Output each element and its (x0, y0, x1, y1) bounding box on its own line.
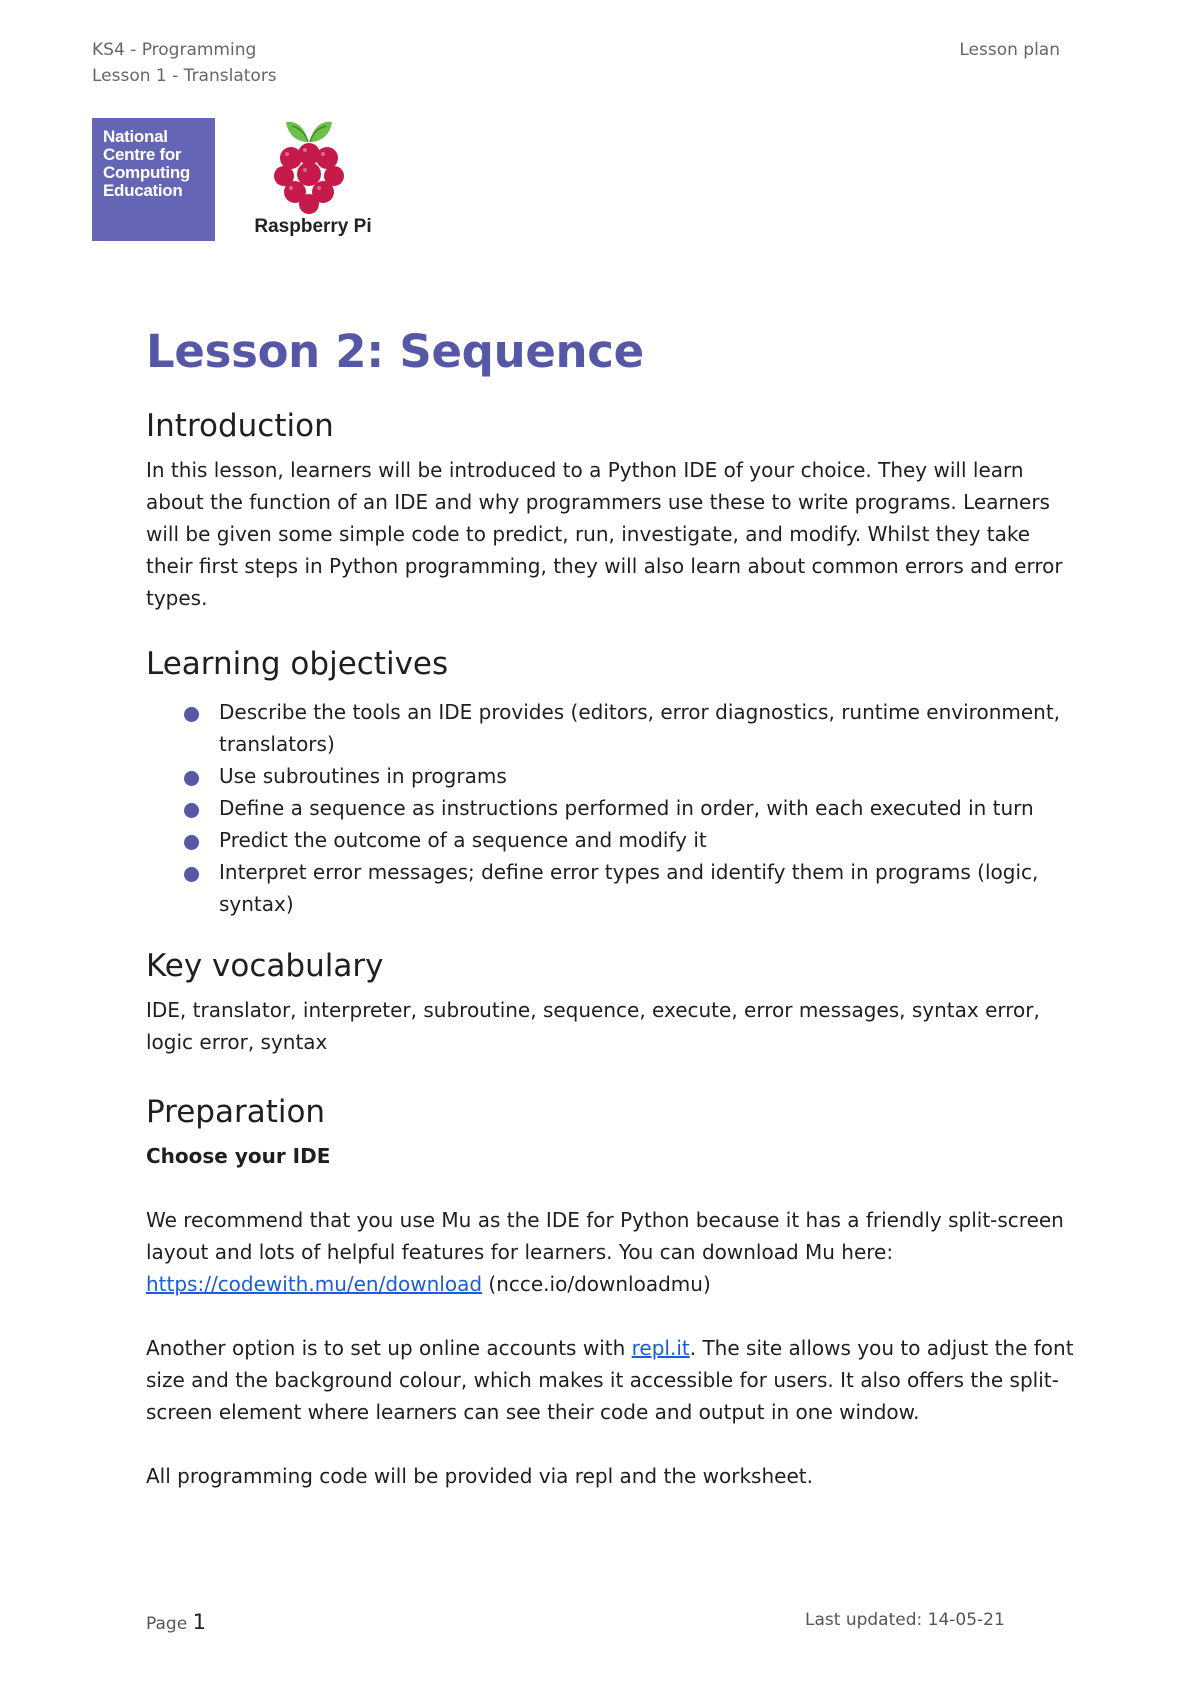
vocabulary-heading: Key vocabulary (146, 948, 384, 984)
ncce-logo-line: National (103, 127, 168, 146)
mu-short-link-text: (ncce.io/downloadmu) (488, 1272, 711, 1296)
introduction-text: In this lesson, learners will be introduced to a Python IDE of your choice. They will learn about the function of an IDE and why programmers use these to write programs. Learners will be given some simple code to predict, run, investigate, and modify. Whilst they take their first steps in Python programming, they will also learn about common errors and error types. (146, 458, 1063, 610)
preparation-mu-text: We recommend that you use Mu as the IDE for Python because it has a friendly split-screen layout and lots of helpful features for learners. You can download Mu here: (146, 1208, 1064, 1264)
list-item (219, 824, 1076, 856)
preparation-paragraph-replit (146, 1332, 1076, 1428)
raspberry-pi-label: Raspberry Pi (254, 216, 372, 237)
list-item (219, 760, 1076, 792)
page-title: Lesson 2: Sequence (146, 325, 644, 378)
bullet-icon (184, 835, 199, 850)
preparation-heading: Preparation (146, 1094, 326, 1130)
bullet-icon (184, 707, 199, 722)
page-number-value: 1 (192, 1610, 206, 1634)
preparation-subheading: Choose your IDE (146, 1144, 331, 1168)
list-item (219, 792, 1076, 824)
lesson-label: Lesson 1 - Translators (92, 66, 277, 86)
document-header-left (92, 37, 277, 89)
objectives-heading: Learning objectives (146, 646, 449, 682)
bullet-icon (184, 771, 199, 786)
replit-text-after: . The site allows you to adjust the font size and the background colour, which makes it accessible for users. It also offers the split-screen element where learners can see their code and output in one window. (146, 1336, 1074, 1424)
bullet-icon (184, 803, 199, 818)
raspberry-icon (264, 118, 354, 216)
raspberry-pi-logo (238, 118, 388, 243)
bullet-icon (184, 867, 199, 882)
objective-text: Define a sequence as instructions performed in order, with each executed in turn (219, 796, 1034, 820)
page-label: Page (146, 1614, 188, 1634)
vocabulary-text: IDE, translator, interpreter, subroutine, sequence, execute, error messages, syntax error, logic error, syntax (146, 998, 1040, 1054)
objective-text: Describe the tools an IDE provides (editors, error diagnostics, runtime environment, translators) (219, 700, 1061, 756)
objectives-list (146, 696, 1076, 920)
course-label: KS4 - Programming (92, 40, 257, 60)
objective-text: Interpret error messages; define error types and identify them in programs (logic, syntax) (219, 860, 1039, 916)
lesson-content (146, 318, 1076, 1492)
preparation-paragraph-mu (146, 1204, 1076, 1300)
introduction-heading: Introduction (146, 408, 334, 444)
replit-link[interactable]: repl.it (631, 1336, 690, 1360)
preparation-paragraph-code: All programming code will be provided via repl and the worksheet. (146, 1464, 813, 1488)
page-number (146, 1610, 206, 1634)
mu-download-link[interactable]: https://codewith.mu/en/download (146, 1272, 483, 1296)
list-item (219, 696, 1076, 760)
doc-type-label: Lesson plan (959, 40, 1060, 60)
ncce-logo-line: Computing (103, 163, 190, 182)
replit-text-before: Another option is to set up online accounts with (146, 1336, 626, 1360)
list-item (219, 856, 1076, 920)
last-updated: Last updated: 14-05-21 (805, 1610, 1005, 1630)
objective-text: Predict the outcome of a sequence and modify it (219, 828, 707, 852)
objective-text: Use subroutines in programs (219, 764, 507, 788)
ncce-logo-line: Centre for (103, 145, 182, 164)
ncce-logo-line: Education (103, 181, 183, 200)
ncce-logo (92, 118, 215, 241)
